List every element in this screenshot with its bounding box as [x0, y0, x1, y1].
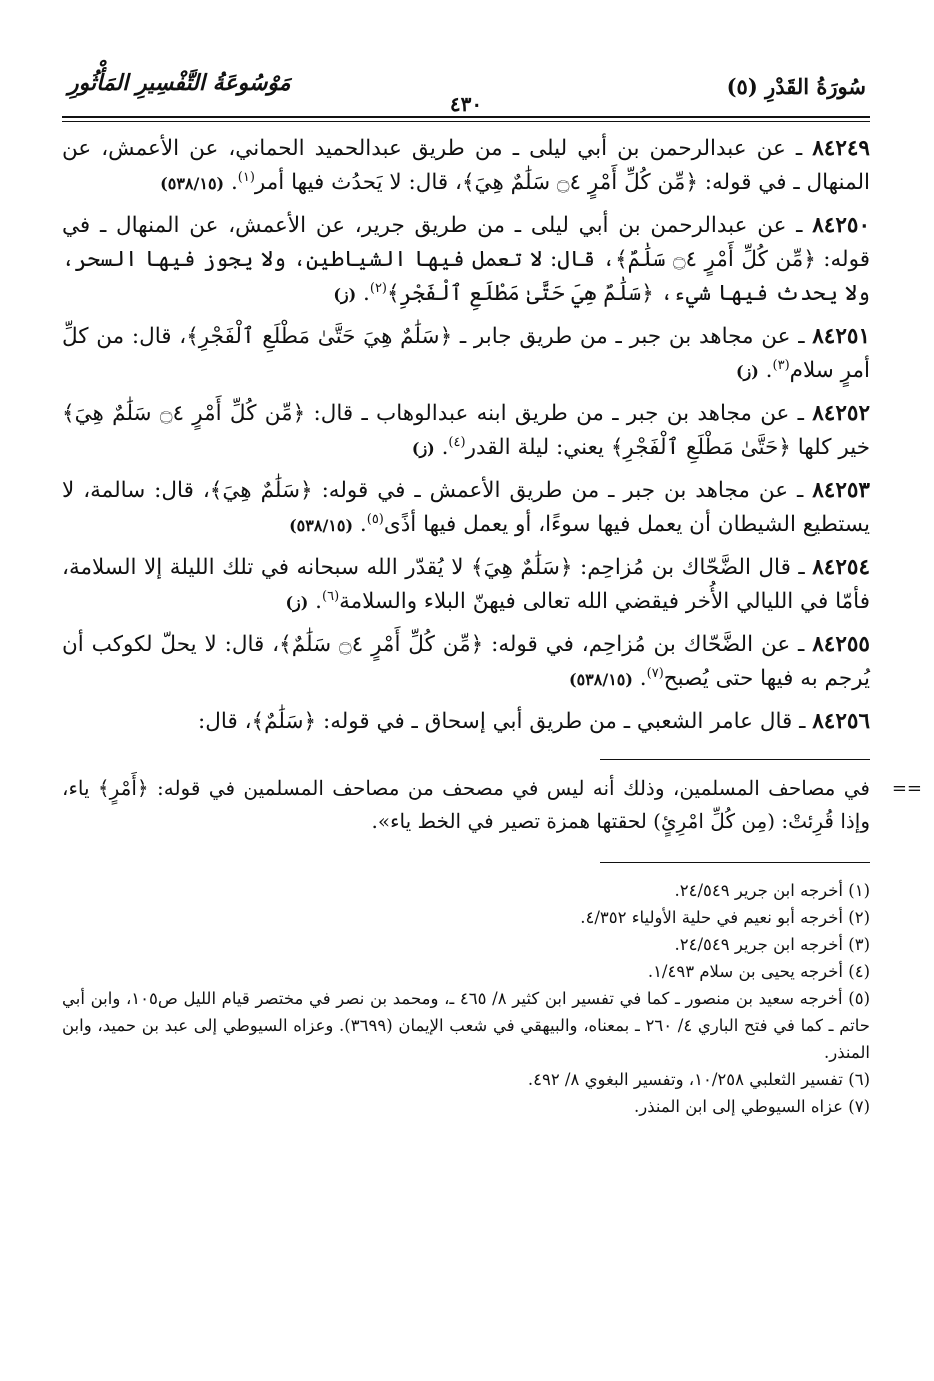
footnote-marker: (٥)	[366, 511, 384, 527]
footnote: (٥) أخرجه سعيد بن منصور ـ كما في تفسير ابن كثير ٨/ ٤٦٥ ـ، ومحمد بن نصر في مختصر قيام الليل ص١٠٥، وابن أبي حاتم ـ كما في فتح الباري ٤/ ٢٦٠ ـ بمعناه، والبيهقي في شعب الإيمان (٣٦٩٩). وعزاه السيوطي إلى عبد بن حميد، وابن المنذر.	[62, 989, 870, 1062]
separator-rule	[600, 759, 870, 760]
entry-text: ـ عن عبدالرحمن بن أبي ليلى ـ من طريق عبدالحميد الحماني، عن الأعمش، عن المنهال ـ في قوله: ﴿مِّن كُلِّ أَمْرٍ ۝٤ سَلَٰمٌ هِيَ﴾، قال: لا يَحدُث فيها أمر	[62, 136, 870, 195]
footnotes-rule	[600, 862, 870, 863]
footnote-marker: (٦)	[322, 588, 340, 604]
book-title: مَوْسُوعَةُ التَّفْسِيرِ المَأْثُورِ	[68, 70, 291, 96]
entry-number: ٨٤٢٥٣	[812, 478, 870, 503]
footnote-marker: (٢)	[369, 280, 387, 296]
entry-number: ٨٤٢٥٦	[812, 709, 870, 734]
entry: ٨٤٢٤٩ ـ عن عبدالرحمن بن أبي ليلى ـ من طريق عبدالحميد الحماني، عن الأعمش، عن المنهال ـ في قوله: ﴿مِّن كُلِّ أَمْرٍ ۝٤ سَلَٰمٌ هِيَ﴾، قال: لا يَحدُث فيها أمر$^{(١)}$. (٥٣٨/١٥)	[62, 136, 870, 195]
entry	[62, 705, 870, 739]
footnote: (٤) أخرجه يحيى بن سلام ١/٤٩٣.	[647, 962, 870, 981]
entry-text: ـ قال عامر الشعبي ـ من طريق أبي إسحاق ـ في قوله: ﴿سَلَٰمٌ﴾، قال:	[198, 709, 806, 734]
page-number: ٤٣٠	[442, 92, 490, 116]
entry: ٨٤٢٥٤ ـ قال الضَّحّاك بن مُزاحِم: ﴿سَلَٰمٌ هِيَ﴾ لا يُقدّر الله سبحانه في تلك الليلة إلا السلامة، فأمّا في الليالي الأُخر فيقضي الله تعالى فيهنّ البلاء والسلامة$^{(٦)}$. (ز)	[62, 555, 870, 614]
footnotes	[62, 877, 870, 1120]
footnote-marker: (٤)	[448, 434, 466, 450]
surah-title: سُورَةُ القَدْرِ (٥)	[726, 74, 866, 99]
footnote-marker: (٧)	[646, 665, 664, 681]
entry-text: ـ عن الضَّحّاك بن مُزاحِم، في قوله: ﴿مِّن كُلِّ أَمْرٍ ۝٤ سَلَٰمٌ﴾، قال: لا يحلّ لكوكب أن يُرجم به فيها حتى يُصبح	[62, 632, 870, 691]
page-header	[62, 66, 870, 116]
entry-number: ٨٤٢٥٥	[812, 632, 870, 657]
entry-reference: (ز)	[411, 439, 435, 458]
entry: ٨٤٢٥٢ ـ عن مجاهد بن جبر ـ من طريق ابنه عبدالوهاب ـ قال: ﴿مِّن كُلِّ أَمْرٍ ۝٤ سَلَٰمٌ هِيَ﴾ خير كلها ﴿حَتَّىٰ مَطْلَعِ ٱلْفَجْرِ﴾ يعني: ليلة القدر$^{(٤)}$. (ز)	[62, 401, 870, 460]
entry-reference: (ز)	[735, 362, 759, 381]
continued-note	[62, 772, 922, 838]
page-number-wrap	[62, 92, 870, 116]
footnote: (٧) عزاه السيوطي إلى ابن المنذر.	[634, 1097, 870, 1116]
footnote-marker: (١)	[237, 169, 255, 185]
entry-text: ـ قال الضَّحّاك بن مُزاحِم: ﴿سَلَٰمٌ هِيَ﴾ لا يُقدّر الله سبحانه في تلك الليلة إلا السلامة، فأمّا في الليالي الأُخر فيقضي الله تعالى فيهنّ البلاء والسلامة	[62, 555, 870, 614]
entry-reference: (٥٣٨/١٥)	[289, 516, 354, 535]
footnote-marker: (٣)	[772, 357, 790, 373]
entry-reference: (ز)	[333, 285, 357, 304]
entry-number: ٨٤٢٥١	[812, 324, 870, 349]
header-rule	[62, 116, 870, 118]
entry-reference: (٥٣٨/١٥)	[160, 174, 225, 193]
entry-text: ـ عن مجاهد بن جبر ـ من طريق جابر ـ ﴿سَلَٰمٌ هِيَ حَتَّىٰ مَطْلَعِ ٱلْفَجْرِ﴾، قال: من كلِّ أمرٍ سلام	[62, 324, 870, 383]
header-rule-thin	[62, 121, 870, 122]
entry-text: ـ عن مجاهد بن جبر ـ من طريق ابنه عبدالوهاب ـ قال: ﴿مِّن كُلِّ أَمْرٍ ۝٤ سَلَٰمٌ هِيَ﴾ خير كلها ﴿حَتَّىٰ مَطْلَعِ ٱلْفَجْرِ﴾ يعني: ليلة القدر	[62, 401, 870, 460]
entry-text: ـ عن مجاهد بن جبر ـ من طريق الأعمش ـ في قوله: ﴿سَلَٰمٌ هِيَ﴾، قال: سالمة، لا يستطيع الشيطان أن يعمل فيها سوءًا، أو يعمل فيها أذًى	[62, 478, 870, 537]
document-page	[62, 66, 922, 1120]
entry: ٨٤٢٥٣ ـ عن مجاهد بن جبر ـ من طريق الأعمش ـ في قوله: ﴿سَلَٰمٌ هِيَ﴾، قال: سالمة، لا يستطيع الشيطان أن يعمل فيها سوءًا، أو يعمل فيها أذًى$^{(٥)}$. (٥٣٨/١٥)	[62, 478, 870, 537]
entry: ٨٤٢٥١ ـ عن مجاهد بن جبر ـ من طريق جابر ـ ﴿سَلَٰمٌ هِيَ حَتَّىٰ مَطْلَعِ ٱلْفَجْرِ﴾، قال: من كلِّ أمرٍ سلام$^{(٣)}$. (ز)	[62, 324, 870, 383]
footnote: (٣) أخرجه ابن جرير ٢٤/٥٤٩.	[674, 935, 870, 954]
entry-number: ٨٤٢٥٠	[812, 213, 870, 238]
entry-number: ٨٤٢٥٢	[812, 401, 870, 426]
footnote: (٢) أخرجه أبو نعيم في حلية الأولياء ٤/٣٥٢.	[580, 908, 870, 927]
entry-reference: (٥٣٨/١٥)	[569, 670, 633, 689]
entry-text: ـ عن عبدالرحمن بن أبي ليلى ـ من طريق جرير، عن الأعمش، عن المنهال ـ في قوله: ﴿مِّن كُلِّ أَمْرٍ ۝٤ سَلَٰمٌ﴾، قال: لا تعمل فيها الشياطين، ولا يجوز فيها السحر، ولا يحدث فيها شيء، ﴿سَلَٰمٌ هِيَ حَتَّىٰ مَطْلَعِ ٱلْفَجْرِ﴾	[62, 213, 870, 306]
footnote: (١) أخرجه ابن جرير ٢٤/٥٤٩.	[674, 881, 870, 900]
entry-reference: (ز)	[285, 593, 309, 612]
entry: ٨٤٢٥٥ ـ عن الضَّحّاك بن مُزاحِم، في قوله: ﴿مِّن كُلِّ أَمْرٍ ۝٤ سَلَٰمٌ﴾، قال: لا يحلّ لكوكب أن يُرجم به فيها حتى يُصبح$^{(٧)}$. (٥٣٨/١٥)	[62, 632, 870, 691]
continued-note-text: في مصاحف المسلمين، وذلك أنه ليس في مصحف من مصاحف المسلمين في قوله: ﴿أَمْرٍ﴾ ياء، وإذا قُرِئتْ: (مِن كُلِّ امْرِئٍ) لحقتها همزة تصير في الخط ياء».	[62, 776, 870, 833]
entry-number: ٨٤٢٤٩	[812, 136, 870, 161]
entry: ٨٤٢٥٠ ـ عن عبدالرحمن بن أبي ليلى ـ من طريق جرير، عن الأعمش، عن المنهال ـ في قوله: ﴿مِّن كُلِّ أَمْرٍ ۝٤ سَلَٰمٌ﴾، قال: لا تعمل فيها الشياطين، ولا يجوز فيها السحر، ولا يحدث فيها شيء، ﴿سَلَٰمٌ هِيَ حَتَّىٰ مَطْلَعِ ٱلْفَجْرِ﴾$^{(٢)}$. (ز)	[62, 213, 870, 306]
continuation-mark: ==	[891, 778, 922, 799]
main-text	[62, 132, 870, 739]
entry-number: ٨٤٢٥٤	[812, 555, 870, 580]
footnote: (٦) تفسير الثعلبي ١٠/٢٥٨، وتفسير البغوي ٨/ ٤٩٢.	[527, 1070, 870, 1089]
